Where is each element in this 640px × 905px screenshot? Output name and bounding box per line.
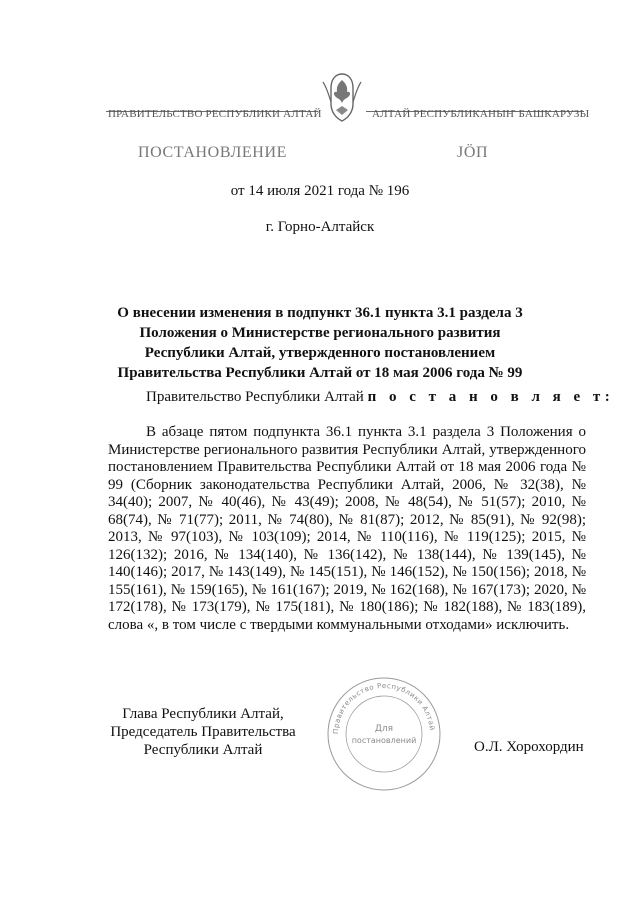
signatory-name: О.Л. Хорохордин: [474, 739, 584, 755]
doc-type-alt: ЈӦП: [457, 144, 489, 161]
doc-type-ru: ПОСТАНОВЛЕНИЕ: [138, 144, 287, 161]
signatory-position-line-2: Председатель Правительства: [110, 724, 296, 740]
signatory-position-line-3: Республики Алтай: [143, 742, 263, 758]
stamp-ring-text: Правительство Республики Алтай: [331, 681, 436, 735]
stamp-center-line-1: Для: [374, 724, 394, 734]
signatory-position-line-1: Глава Республики Алтай,: [122, 706, 284, 722]
government-name-ru: ПРАВИТЕЛЬСТВО РЕСПУБЛИКИ АЛТАЙ: [108, 108, 322, 120]
decree-subject: Правительство Республики Алтай: [146, 389, 364, 405]
document-city: г. Горно-Алтайск: [265, 219, 375, 235]
document-body: В абзаце пятом подпункта 36.1 пункта 3.1 раздела 3 Положения о Министерстве регионального развития Республики Алтай, утвержденного постановлением Правительства Республики Алтай от 18 мая 2006 года № 99 (Сборник законодательства Республики Алтай, 2006, № 32(38), № 34(40); 2007, № 40(46), № 43(49); 2008, № 48(54), № 51(57); 2010, № 68(74), № 71(77); 2011, № 74(80), № 81(87); 2012, № 85(91), № 92(98); 2013, № 97(103), № 103(109); 2014, № 110(116), № 119(125); 2015, № 126(132); 2016, № 134(140), № 136(142), № 138(144), № 139(145), № 140(146); 2017, № 143(149), № 145(151), № 146(152), № 150(156); 2018, № 155(161), № 159(165), № 161(167); 2019, № 162(168), № 167(173); 2020, № 172(178), № 173(179), № 175(181), № 180(186); № 182(188), № 183(189), слова «, в том числе с твердыми коммунальными отходами» исключить.: [108, 424, 586, 633]
republic-emblem-icon: [321, 70, 363, 124]
document-date-number: от 14 июля 2021 года № 196: [230, 183, 410, 199]
government-name-alt: АЛТАЙ РЕСПУБЛИКАНЫҤ БАШКАРУЗЫ: [372, 108, 590, 120]
stamp-center-line-2: постановлений: [351, 736, 417, 745]
official-stamp: [325, 675, 443, 793]
document-title: О внесении изменения в подпункт 36.1 пункта 3.1 раздела 3 Положения о Министерстве регионального развития Республики Алтай, утвержденного постановлением Правительства Республики Алтай от 18 мая 2006 года № 99: [117, 305, 523, 381]
decree-verb: п о с т а н о в л я е т:: [367, 389, 615, 405]
signatory-position: [108, 705, 298, 759]
decree-line: [146, 389, 614, 406]
